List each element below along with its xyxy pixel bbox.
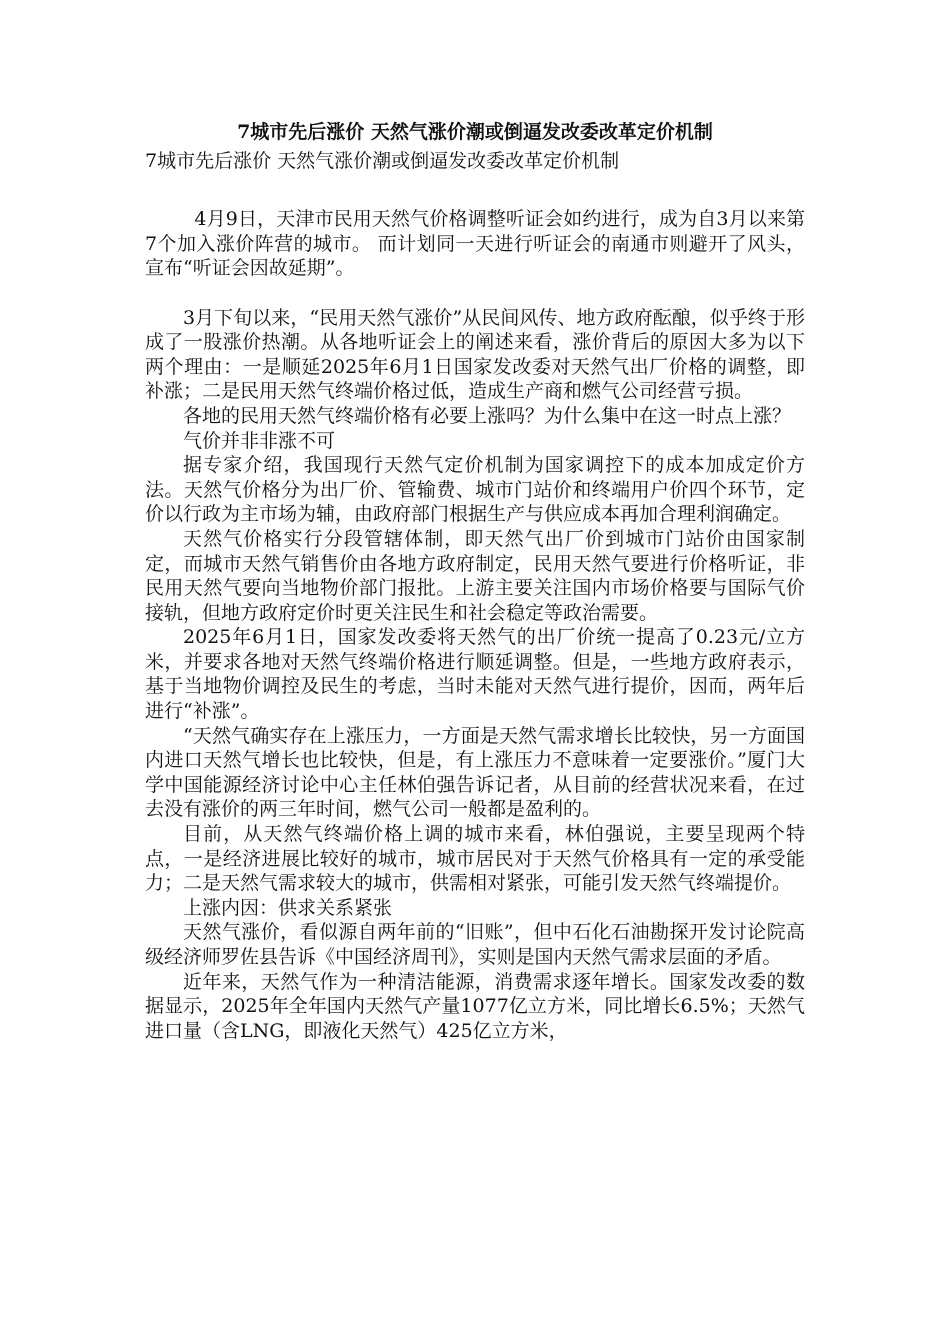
paragraph: 目前，从天然气终端价格上调的城市来看，林伯强说，主要呈现两个特点，一是经济进展比较好的城市，城市居民对于天然气价格具有一定的承受能力；二是天然气需求较大的城市，供需相对紧张，可能引发天然气终端提价。	[145, 823, 805, 895]
paragraph: 天然气涨价，看似源自两年前的“旧账”，但中石化石油勘探开发讨论院高级经济师罗佐县告诉《中国经济周刊》，实则是国内天然气需求层面的矛盾。	[145, 921, 805, 968]
section-heading: 气价并非非涨不可	[183, 429, 336, 452]
paragraph: 各地的民用天然气终端价格有必要上涨吗？为什么集中在这一时点上涨？	[183, 404, 792, 427]
document-page	[145, 120, 805, 1043]
paragraph: “天然气确实存在上涨压力，一方面是天然气需求增长比较快，另一方面国内进口天然气增长也比较快，但是，有上涨压力不意味着一定要涨价。”厦门大学中国能源经济讨论中心主任林伯强告诉记者，从目前的经营状况来看，在过去没有涨价的两三年时间，燃气公司一般都是盈利的。	[145, 724, 805, 821]
spacer	[145, 173, 805, 207]
paragraph: 3月下旬以来，“民用天然气涨价”从民间风传、地方政府酝酿，似乎终于形成了一股涨价热潮。从各地听证会上的阐述来看，涨价背后的原因大多为以下两个理由：一是顺延2025年6月1日国家发改委对天然气出厂价格的调整，即补涨；二是民用天然气终端价格过低，造成生产商和燃气公司经营亏损。	[145, 306, 805, 403]
document-title: 7城市先后涨价 天然气涨价潮或倒逼发改委改革定价机制	[237, 121, 713, 143]
spacer	[145, 281, 805, 306]
paragraph: 据专家介绍，我国现行天然气定价机制为国家调控下的成本加成定价方法。天然气价格分为出厂价、管输费、城市门站价和终端用户价四个环节，定价以行政为主市场为辅，由政府部门根据生产与供应成本再加合理利润确定。	[145, 454, 805, 526]
paragraph: 4月9日，天津市民用天然气价格调整听证会如约进行，成为自3月以来第7个加入涨价阵营的城市。 而计划同一天进行听证会的南通市则避开了风头，宣布“听证会因故延期”。	[145, 208, 805, 280]
document-subtitle: 7城市先后涨价 天然气涨价潮或倒逼发改委改革定价机制	[145, 149, 620, 172]
section-heading: 上涨内因：供求关系紧张	[183, 896, 393, 919]
paragraph: 近年来，天然气作为一种清洁能源，消费需求逐年增长。国家发改委的数据显示，2025年全年国内天然气产量1077亿立方米，同比增长6.5%；天然气进口量（含LNG，即液化天然气）425亿立方米，	[145, 970, 805, 1042]
paragraph: 天然气价格实行分段管辖体制，即天然气出厂价到城市门站价由国家制定，而城市天然气销售价由各地方政府制定，民用天然气要进行价格听证，非民用天然气要向当地物价部门报批。上游主要关注国内市场价格要与国际气价接轨，但地方政府定价时更关注民生和社会稳定等政治需要。	[145, 527, 805, 624]
paragraph: 2025年6月1日，国家发改委将天然气的出厂价统一提高了0.23元/立方米，并要求各地对天然气终端价格进行顺延调整。但是，一些地方政府表示，基于当地物价调控及民生的考虑，当时未能对天然气进行提价，因而，两年后进行“补涨”。	[145, 626, 805, 723]
